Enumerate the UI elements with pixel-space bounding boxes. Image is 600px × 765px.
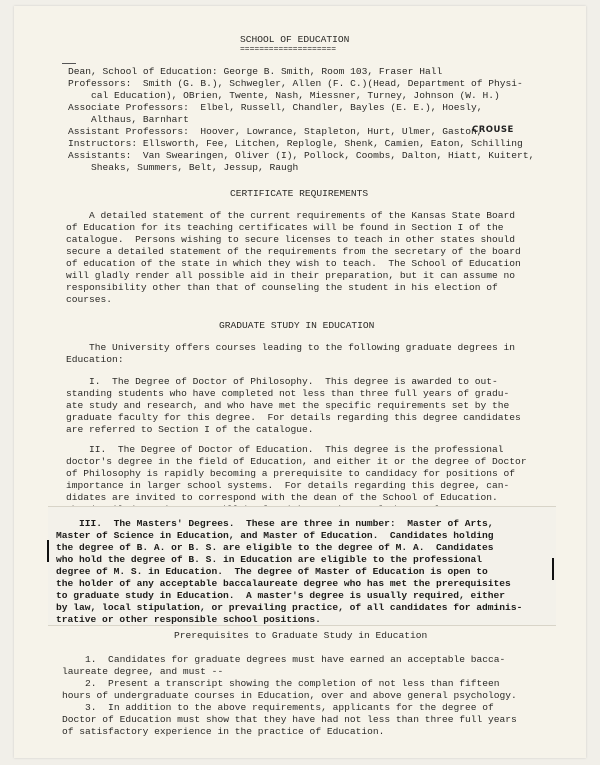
paragraph-line: are referred to Section I of the catalogue. [66,424,314,435]
paragraph-line: of satisfactory experience in the practice of Education. [62,726,385,737]
paragraph-line: courses. [66,294,113,305]
paragraph-line: 2. Present a transcript showing the completion of not less than fifteen [62,678,500,689]
paragraph-line: I. The Degree of Doctor of Philosophy. This degree is awarded to out- [66,376,498,387]
paragraph-line: trative or other responsible school positions. [56,614,321,625]
paragraph-line: The University offers courses leading to the following graduate degrees in [66,342,516,353]
paragraph-line: laureate degree, and must -- [62,666,224,677]
paragraph-line: hours of undergraduate courses in Education, over and above general psychology. [62,690,517,701]
paragraph-line: to graduate study in Education. A master's degree is usually required, either [56,590,506,601]
paragraph-line: the degree of B. A. or B. S. are eligible to the degree of M. A. Candidates [56,542,494,553]
page-title: SCHOOL OF EDUCATION [240,34,350,45]
paragraph-line: importance in larger school systems. For details regarding this degree, can- [66,480,510,491]
faculty-line: Professors: Smith (G. B.), Schwegler, Allen (F. C.)(Head, Department of Physi- [68,78,523,89]
paragraph-line: II. The Degree of Doctor of Education. This degree is the professional [66,444,504,455]
paragraph-line: Education: [66,354,124,365]
faculty-line: Althaus, Barnhart [68,114,189,125]
paragraph-line: responsibility other than that of counseling the student in his election of [66,282,498,293]
faculty-line: Associate Professors: Elbel, Russell, Chandler, Bayles (E. E.), Hoesly, [68,102,483,113]
paragraph-line: of Education for its teaching certificates will be found in Section I of the [66,222,504,233]
paragraph-line: doctor's degree in the field of Education, and either it or the degree of Doctor [66,456,527,467]
prerequisites-heading: Prerequisites to Graduate Study in Education [174,630,428,641]
paragraph-line: catalogue. Persons wishing to secure licenses to teach in other states should [66,234,516,245]
paragraph-line: the holder of any acceptable baccalaureate degree who has met the prerequisites [56,578,511,589]
paragraph-line: A detailed statement of the current requirements of the Kansas State Board [66,210,516,221]
faculty-line: Sheaks, Summers, Belt, Jessup, Raugh [68,162,299,173]
paragraph-line: of education of the state in which they wish to teach. The School of Education [66,258,521,269]
margin-mark-right [552,558,554,580]
faculty-line: cal Education), OBrien, Twente, Nash, Miessner, Turney, Johnson (W. H.) [68,90,500,101]
handwritten-name: CROUSE [472,125,514,135]
faculty-line: Assistant Professors: Hoover, Lowrance, Stapleton, Hurt, Ulmer, Gaston, [68,126,483,137]
margin-mark-left [47,540,49,562]
paragraph-line: III. The Masters' Degrees. These are three in number: Master of Arts, [56,518,494,529]
document-page [14,6,586,758]
faculty-line: Instructors: Ellsworth, Fee, Litchen, Replogle, Shenk, Camien, Eaton, Schilling [68,138,523,149]
faculty-line: Dean, School of Education: George B. Smith, Room 103, Fraser Hall [68,66,443,77]
paragraph-line: Master of Science in Education, and Master of Education. Candidates holding [56,530,494,541]
paragraph-line: ate study and research, and who have met the specific requirements set by the [66,400,510,411]
paragraph-line: didates are invited to correspond with the dean of the School of Education. [66,492,498,503]
graduate-heading: GRADUATE STUDY IN EDUCATION [219,320,375,331]
paragraph-line: degree of M. S. in Education. The degree of Master of Education is open to [56,566,488,577]
paragraph-line: 3. In addition to the above requirements, applicants for the degree of [62,702,494,713]
paragraph-line: Doctor of Education must show that they have had not less than three full years [62,714,517,725]
paragraph-line: will gladly render all possible aid in their preparation, but it can assume no [66,270,516,281]
paragraph-line: who hold the degree of B. S. in Education are eligible to the professional [56,554,483,565]
faculty-line: Assistants: Van Swearingen, Oliver (I), Pollock, Coombs, Dalton, Hiatt, Kuitert, [68,150,535,161]
certificate-heading: CERTIFICATE REQUIREMENTS [230,188,369,199]
paragraph-line: by law, local stipulation, or prevailing practice, of all candidates for adminis- [56,602,523,613]
paragraph-line: 1. Candidates for graduate degrees must have earned an acceptable bacca- [62,654,506,665]
paragraph-line: of Philosophy is rapidly becoming a prerequisite to candidacy for positions of [66,468,516,479]
paragraph-line: secure a detailed statement of the requirements from the secretary of the board [66,246,521,257]
title-underline: ==================== [240,45,337,54]
paragraph-line: standing students who have completed not less than three full years of gradu- [66,388,510,399]
pencil-mark [62,63,76,64]
paragraph-line: graduate faculty for this degree. For details regarding this degree candidates [66,412,521,423]
